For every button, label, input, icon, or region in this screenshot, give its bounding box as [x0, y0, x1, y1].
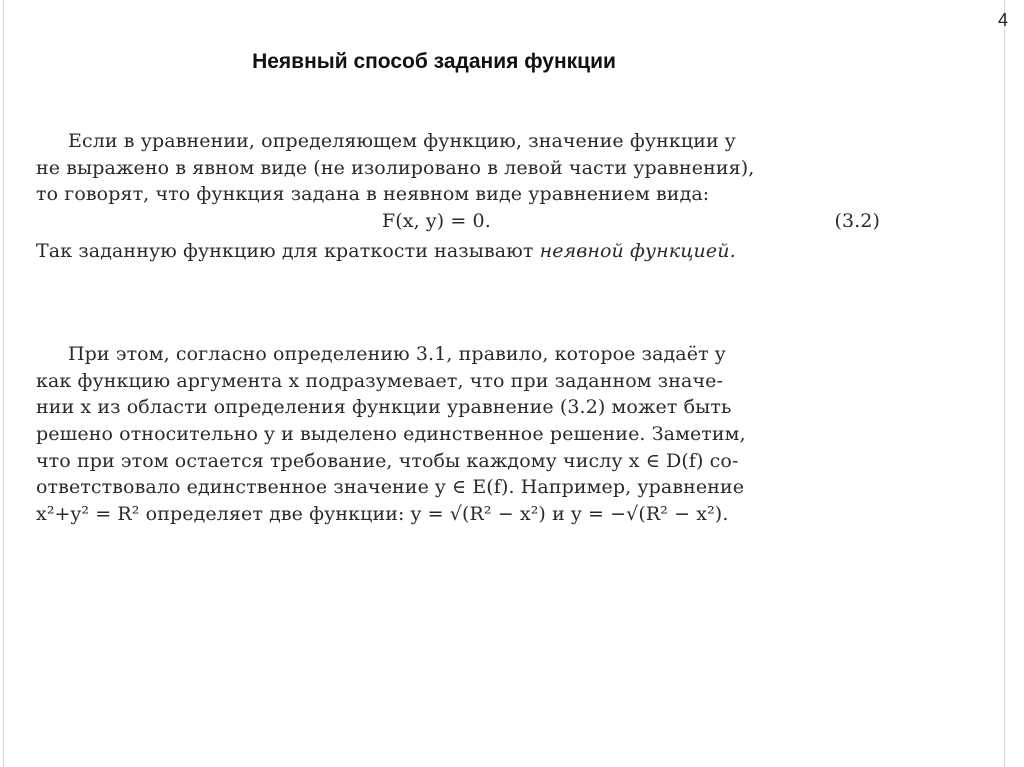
slide-number: 4 [997, 10, 1008, 30]
left-frame-line [3, 0, 4, 767]
right-frame-line [1004, 0, 1005, 767]
text-line: решено относительно y и выделено единственное решение. Заметим, [36, 423, 746, 446]
text-line: Если в уравнении, определяющем функцию, значение функции y [68, 130, 736, 152]
closing-text: Так заданную функцию для краткости называют [36, 240, 534, 263]
text-line: ответствовало единственное значение y ∈ E(f). Например, уравнение [36, 476, 745, 499]
text-line [36, 238, 886, 265]
implicit-formula: F(x, y) = 0. [382, 210, 491, 233]
text-line: не выражено в явном виде (не изолировано в левой части уравнения), [36, 156, 755, 179]
text-line: нии x из области определения функции уравнение (3.2) может быть [36, 396, 732, 419]
text-line: как функцию аргумента x подразумевает, что при заданном значе- [36, 369, 723, 392]
text-line: x²+y² = R² определяет две функции: y = √(R² − x²) и y = −√(R² − x²). [36, 503, 729, 526]
equation-number: (3.2) [834, 210, 880, 233]
paragraph-explanation [36, 341, 886, 528]
text-line: При этом, согласно определению 3.1, правило, которое задаёт y [68, 343, 726, 365]
text-line: то говорят, что функция задана в неявном виде уравнением вида: [36, 183, 710, 206]
paragraph-implicit-definition [36, 128, 886, 265]
text-line: что при этом остается требование, чтобы каждому числу x ∈ D(f) со- [36, 449, 739, 472]
formula-row [36, 208, 886, 238]
slide-title: Неявный способ задания функции [252, 50, 616, 73]
implicit-function-term: неявной функцией. [539, 240, 736, 263]
